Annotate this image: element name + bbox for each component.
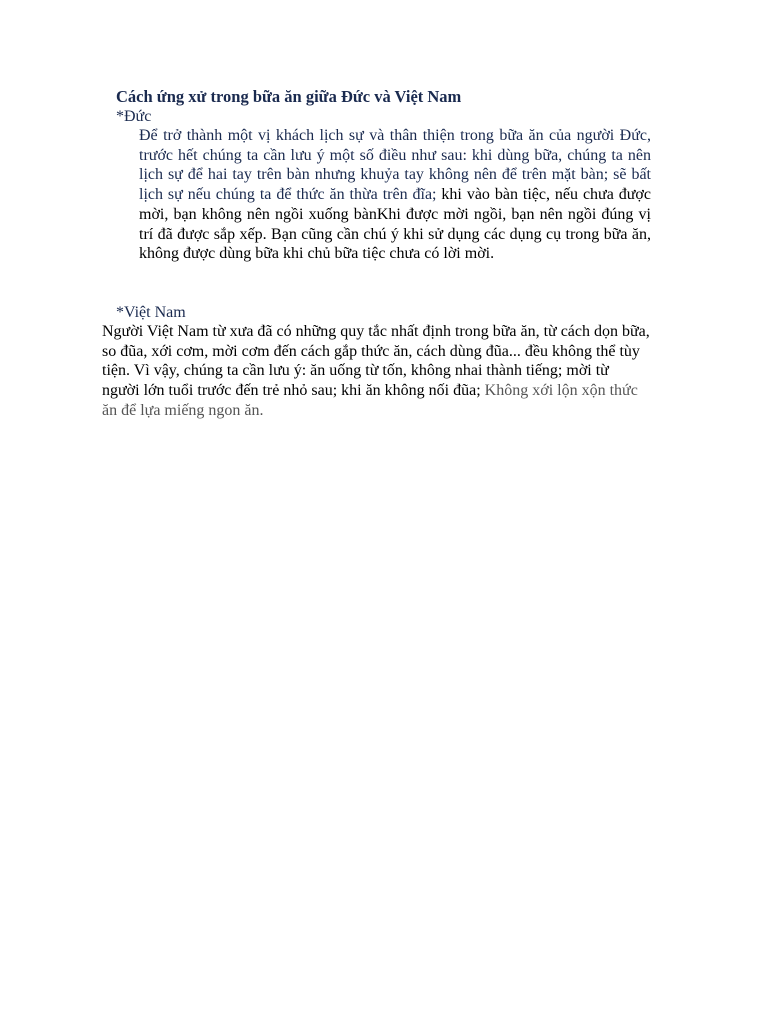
section-heading-duc: *Đức (116, 108, 152, 125)
paragraph-text-black: Người Việt Nam từ xưa đã có những quy tắc nhất định trong bữa ăn, từ cách dọn bữa, so đũa, xới cơm, mời cơm đến cách gắp thức ăn, cách dùng đũa... đều không thể tùy tiện. Vì vậy, chúng ta cần lưu ý: ăn uống từ tốn, không nhai thành tiếng; mời từ người lớn tuổi trước đến trẻ nhỏ sau; khi ăn không nối đũa; (102, 323, 650, 400)
paragraph-text-black: khi vào bàn tiệc, nếu chưa được mời, bạn không nên ngồi xuống bànKhi được mời ngồi, bạn nên ngồi đúng vị trí đã được sắp xếp. Bạn cũng cần chú ý khi sử dụng các dụng cụ trong bữa ăn, không được dùng bữa khi chủ bữa tiệc chưa có lời mời. (139, 186, 651, 263)
section-paragraph-duc (139, 126, 651, 264)
section-paragraph-vietnam (102, 322, 650, 421)
paragraph-text-gray: Không xới lộn xộn thức ăn để lựa miếng ngon ăn. (102, 382, 638, 419)
document-title: Cách ứng xử trong bữa ăn giữa Đức và Việt Nam (116, 87, 462, 106)
section-heading-vietnam: *Việt Nam (116, 304, 186, 321)
paragraph-text-navy: Để trở thành một vị khách lịch sự và thân thiện trong bữa ăn của người Đức, trước hết chúng ta cần lưu ý một số điều như sau: khi dùng bữa, chúng ta nên lịch sự để hai tay trên bàn nhưng khuỷa tay không nên để trên mặt bàn; sẽ bất lịch sự nếu chúng ta để thức ăn thừa trên đĩa; (139, 127, 651, 204)
